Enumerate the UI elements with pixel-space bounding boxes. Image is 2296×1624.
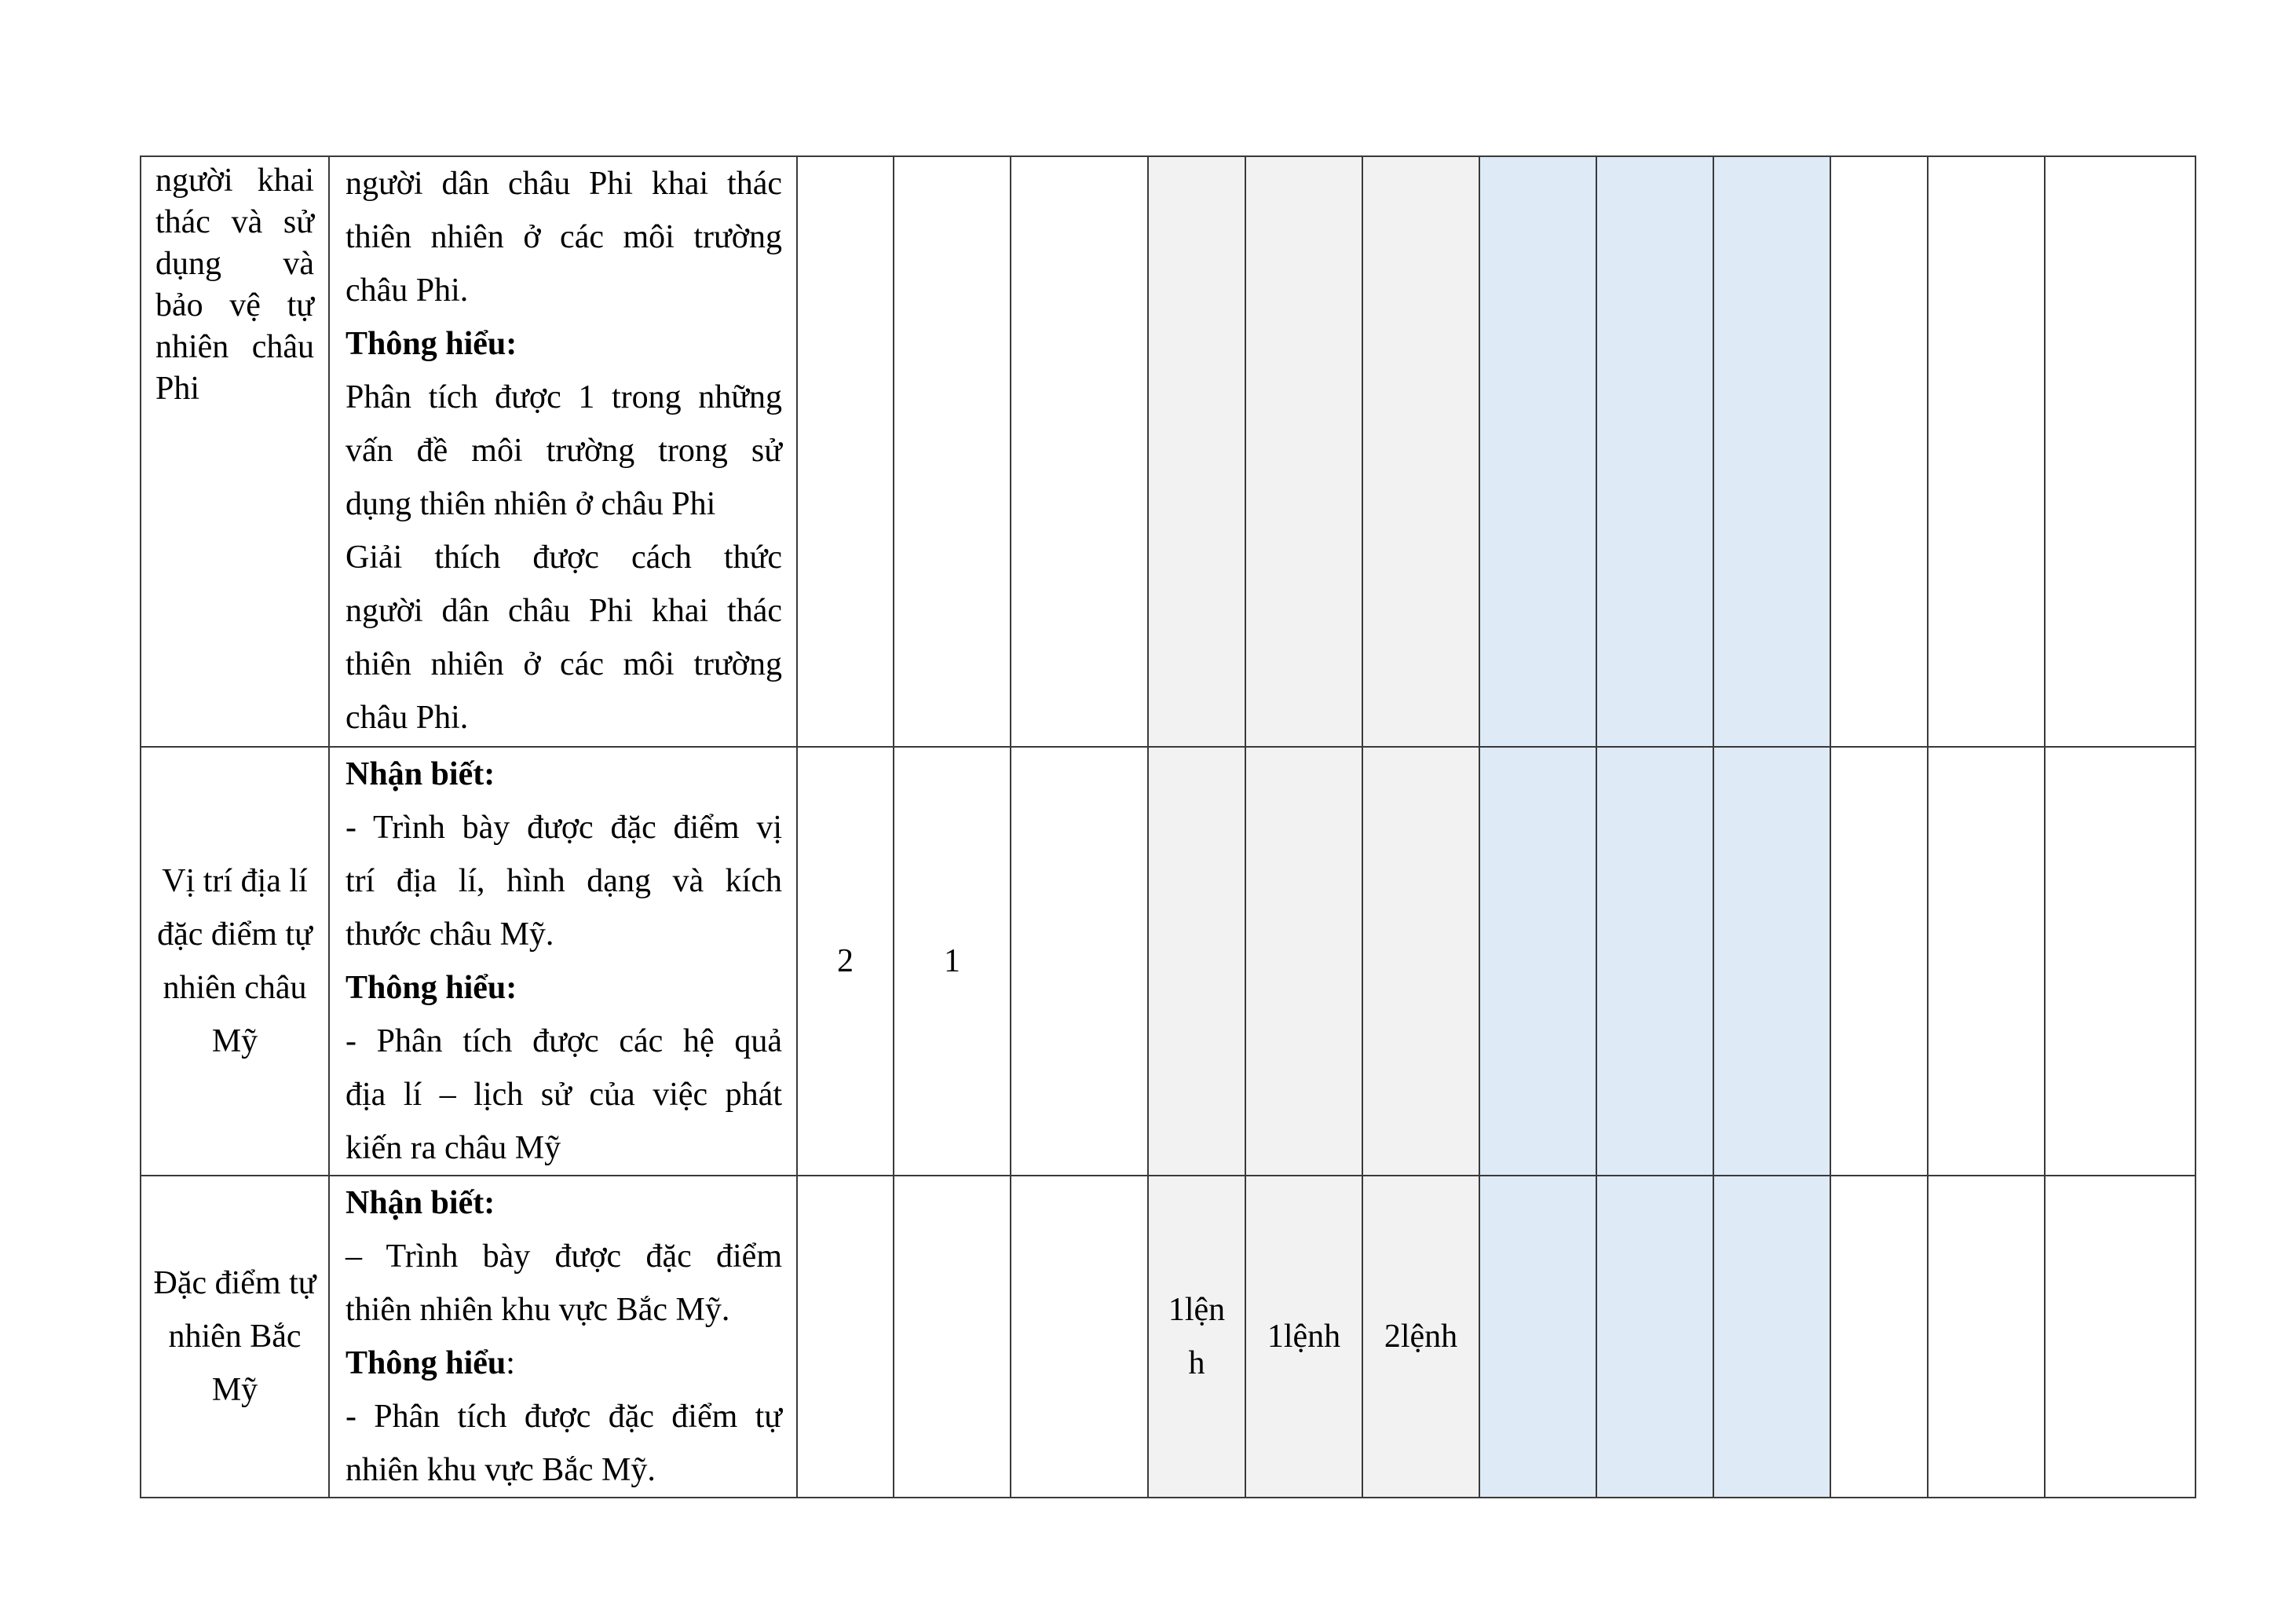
count-cell [797, 1176, 894, 1498]
requirement-line: người dân châu Phi khai thác [345, 593, 782, 629]
count-cell [797, 156, 894, 747]
count-cell [1362, 747, 1479, 1176]
count-cell [1479, 1176, 1596, 1498]
count-cell [894, 1176, 1011, 1498]
count-cell [1928, 156, 2045, 747]
count-cell [2045, 1176, 2195, 1498]
requirement-cell [329, 747, 797, 1176]
requirement-line: châu Phi. [345, 272, 469, 309]
count-cell [1596, 156, 1713, 747]
requirement-line: – Trình bày được đặc điểm [345, 1238, 782, 1275]
count-cell [894, 156, 1011, 747]
count-cell [1245, 156, 1362, 747]
count-cell [1713, 747, 1830, 1176]
requirement-cell [329, 1176, 797, 1498]
count-cell [1830, 1176, 1928, 1498]
level-heading: Nhận biết: [345, 756, 495, 792]
count-cell: 1lệnh [1148, 1176, 1245, 1498]
requirement-line: - Trình bày được đặc điểm vị [345, 810, 782, 846]
count-cell [1713, 156, 1830, 747]
requirement-line: - Phân tích được đặc điểm tự [345, 1399, 782, 1435]
requirement-line: địa lí – lịch sử của việc phát [345, 1077, 782, 1113]
requirement-line: - Phân tích được các hệ quả [345, 1023, 782, 1059]
requirement-line: vấn đề môi trường trong sử [345, 433, 782, 469]
requirement-line: dụng thiên nhiên ở châu Phi [345, 486, 716, 522]
requirement-line: châu Phi. [345, 700, 469, 736]
count-cell [1362, 156, 1479, 747]
count-cell [1479, 747, 1596, 1176]
requirement-line: trí địa lí, hình dạng và kích [345, 863, 782, 899]
count-cell [2045, 747, 2195, 1176]
count-cell [1596, 747, 1713, 1176]
count-cell: 1 [894, 747, 1011, 1176]
table-row [141, 1176, 2195, 1498]
requirement-line: người dân châu Phi khai thác [345, 166, 782, 202]
table-row [141, 747, 2195, 1176]
requirement-line: Giải thích được cách thức [345, 540, 782, 576]
count-cell [1011, 747, 1148, 1176]
level-heading: Thông hiểu: [345, 1345, 515, 1381]
assessment-matrix-table [140, 155, 2196, 1498]
requirement-line: thiên nhiên ở các môi trường [345, 219, 782, 255]
level-heading: Nhận biết: [345, 1185, 495, 1221]
table-row [141, 156, 2195, 747]
count-cell [1011, 156, 1148, 747]
count-cell [1148, 747, 1245, 1176]
requirement-line: kiến ra châu Mỹ [345, 1130, 561, 1166]
count-cell [1830, 156, 1928, 747]
count-cell [1928, 1176, 2045, 1498]
requirement-line: thiên nhiên khu vực Bắc Mỹ. [345, 1292, 730, 1328]
topic-cell: người khai thác và sử dụng và bảo vệ tự nhiên châu Phi [141, 156, 329, 747]
topic-cell: Vị trí địa lí đặc điểm tự nhiên châu Mỹ [141, 747, 329, 1176]
count-cell: 2lệnh [1362, 1176, 1479, 1498]
count-cell [1479, 156, 1596, 747]
topic-cell: Đặc điểm tự nhiên Bắc Mỹ [141, 1176, 329, 1498]
requirement-line: Phân tích được 1 trong những [345, 379, 782, 415]
count-cell [1713, 1176, 1830, 1498]
requirement-line: nhiên khu vực Bắc Mỹ. [345, 1452, 656, 1488]
count-cell: 1lệnh [1245, 1176, 1362, 1498]
count-cell [1830, 747, 1928, 1176]
count-cell [2045, 156, 2195, 747]
level-heading: Thông hiểu: [345, 970, 517, 1006]
requirement-line: thước châu Mỹ. [345, 916, 554, 953]
count-cell: 2 [797, 747, 894, 1176]
requirement-cell [329, 156, 797, 747]
count-cell [1596, 1176, 1713, 1498]
level-heading: Thông hiểu: [345, 326, 517, 362]
count-cell [1148, 156, 1245, 747]
count-cell [1011, 1176, 1148, 1498]
requirement-line: thiên nhiên ở các môi trường [345, 646, 782, 682]
count-cell [1928, 747, 2045, 1176]
count-cell [1245, 747, 1362, 1176]
